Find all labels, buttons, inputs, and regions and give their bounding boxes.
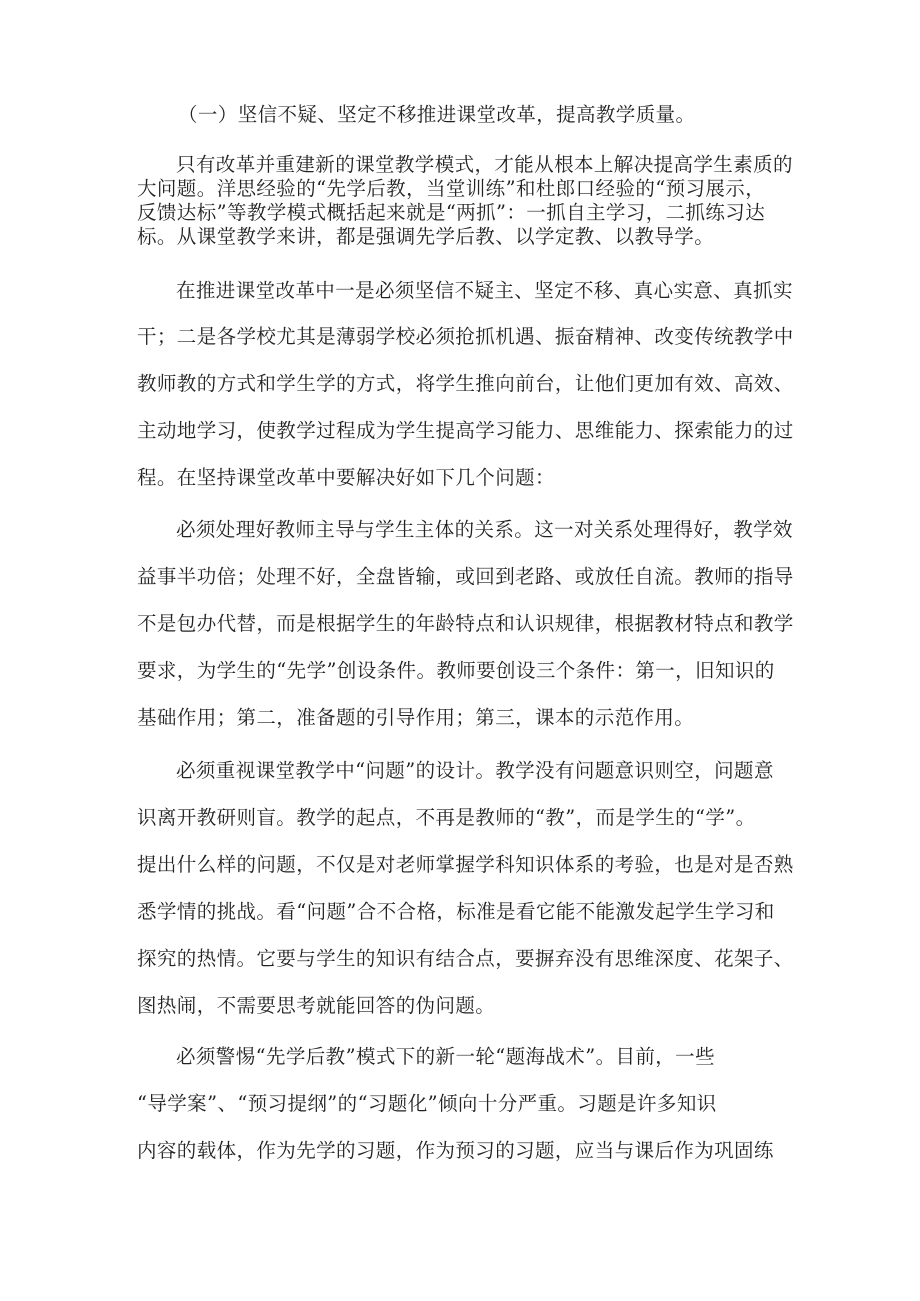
paragraph-line: 悉学情的挑战。看“问题”合不合格，标准是看它能不能激发起学生学习和 [137, 900, 775, 923]
paragraph-line: 基础作用；第二，准备题的引导作用；第三，课本的示范作用。 [137, 706, 695, 729]
paragraph-line: 大问题。洋思经验的“先学后教，当堂训练”和杜郎口经验的“预习展示， [137, 177, 766, 200]
paragraph-line: 在推进课堂改革中一是必须坚信不疑主、坚定不移、真心实意、真抓实 [176, 279, 793, 302]
paragraph-line: 内容的载体，作为先学的习题，作为预习的习题，应当与课后作为巩固练 [137, 1139, 774, 1162]
paragraph-line: 只有改革并重建新的课堂教学模式，才能从根本上解决提高学生素质的 [176, 153, 793, 176]
paragraph-line: 不是包办代替，而是根据学生的年龄特点和认识规律，根据教材特点和教学 [137, 612, 794, 635]
paragraph-line: 益事半功倍；处理不好，全盘皆输，或回到老路、或放任自流。教师的指导 [137, 565, 794, 588]
paragraph-line: 必须重视课堂教学中“问题”的设计。教学没有问题意识则空，问题意 [176, 759, 774, 782]
paragraph-line: 图热闹，不需要思考就能回答的伪问题。 [137, 994, 496, 1017]
paragraph-line: 标。从课堂教学来讲，都是强调先学后教、以学定教、以教导学。 [137, 225, 715, 248]
paragraph-line: 教师教的方式和学生学的方式，将学生推向前台，让他们更加有效、高效、 [137, 372, 794, 395]
paragraph-line: 程。在坚持课堂改革中要解决好如下几个问题： [137, 466, 555, 489]
paragraph-line: 识离开教研则盲。教学的起点，不再是教师的“教”，而是学生的“学”。 [137, 806, 756, 829]
paragraph-line: 必须处理好教师主导与学生主体的关系。这一对关系处理得好，教学效 [176, 518, 793, 541]
paragraph-line: 反馈达标”等教学模式概括起来就是“两抓”：一抓自主学习，二抓练习达 [137, 201, 766, 224]
paragraph-line: 探究的热情。它要与学生的知识有结合点，要摒弃没有思维深度、花架子、 [137, 947, 794, 970]
paragraph-line: 要求，为学生的“先学”创设条件。教师要创设三个条件：第一，旧知识的 [137, 659, 775, 682]
paragraph-line: 主动地学习，使教学过程成为学生提高学习能力、思维能力、探索能力的过 [137, 419, 794, 442]
paragraph-line: 提出什么样的问题，不仅是对老师掌握学科知识体系的考验，也是对是否熟 [137, 853, 794, 876]
section-heading: （一）坚信不疑、坚定不移推进课堂改革，提高教学质量。 [178, 103, 696, 126]
paragraph-line: 必须警惕“先学后教”模式下的新一轮“题海战术”。目前，一些 [176, 1045, 715, 1068]
paragraph-line: “导学案”、“预习提纲”的“习题化”倾向十分严重。习题是许多知识 [137, 1092, 717, 1115]
paragraph-line: 干；二是各学校尤其是薄弱学校必须抢抓机遇、振奋精神、改变传统教学中 [137, 325, 794, 348]
